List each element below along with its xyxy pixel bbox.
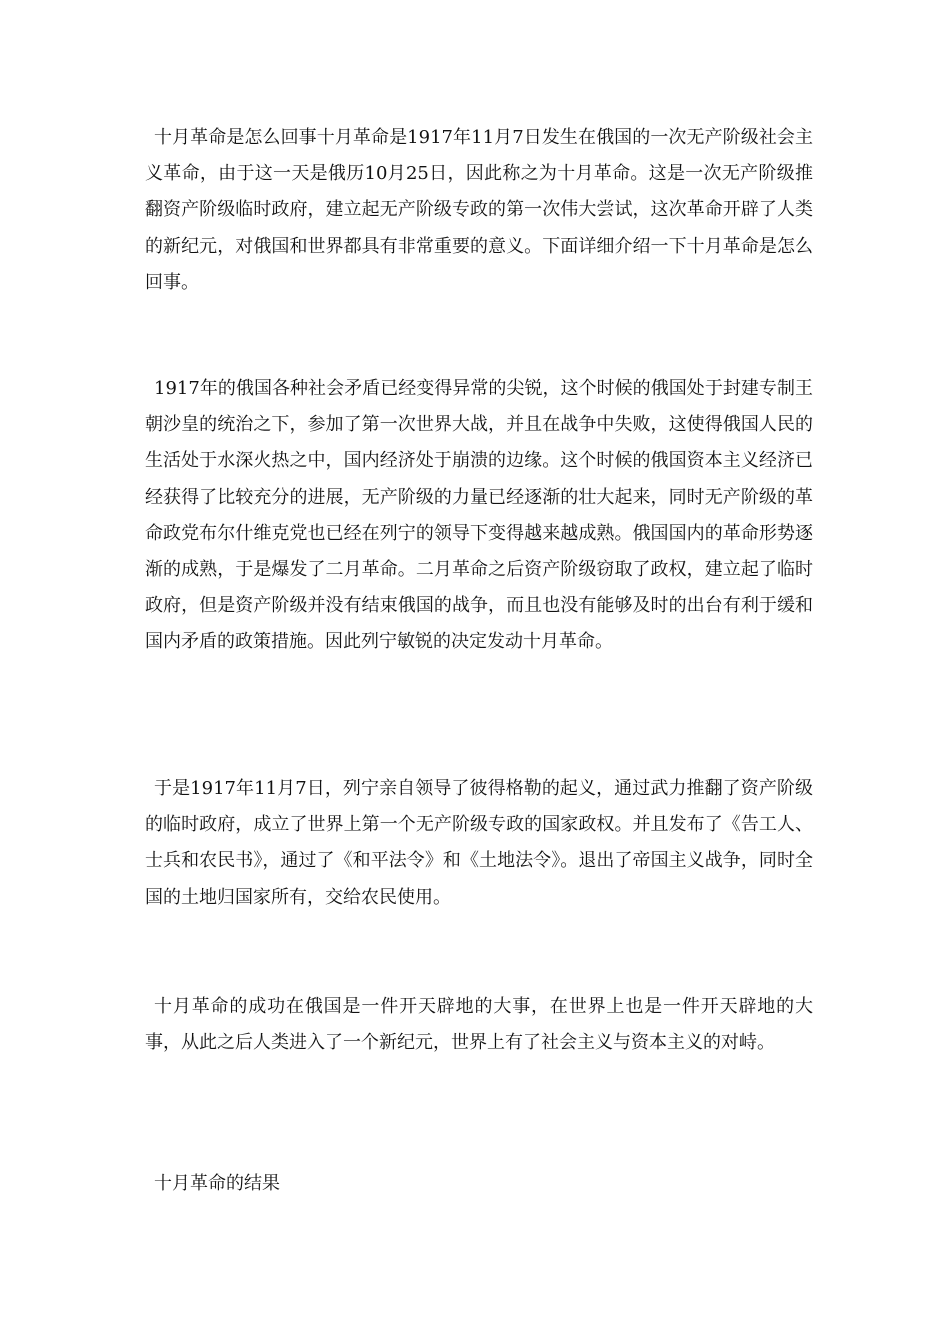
paragraph-intro: 十月革命是怎么回事十月革命是1917年11月7日发生在俄国的一次无产阶级社会主义革命，由于这一天是俄历10月25日，因此称之为十月革命。这是一次无产阶级推翻资产阶级临时政府，建立起无产阶级专政的第一次伟大尝试，这次革命开辟了人类的新纪元，对俄国和世界都具有非常重要的意义。下面详细介绍一下十月革命是怎么回事。 (145, 127, 813, 293)
paragraph-significance: 十月革命的成功在俄国是一件开天辟地的大事，在世界上也是一件开天辟地的大事，从此之后人类进入了一个新纪元，世界上有了社会主义与资本主义的对峙。 (145, 996, 813, 1054)
paragraph-background: 1917年的俄国各种社会矛盾已经变得异常的尖锐，这个时候的俄国处于封建专制王朝沙皇的统治之下，参加了第一次世界大战，并且在战争中失败，这使得俄国人民的生活处于水深火热之中，国内经济处于崩溃的边缘。这个时候的俄国资本主义经济已经获得了比较充分的进展，无产阶级的力量已经逐渐的壮大起来，同时无产阶级的革命政党布尔什维克党也已经在列宁的领导下变得越来越成熟。俄国国内的革命形势逐渐的成熟，于是爆发了二月革命。二月革命之后资产阶级窃取了政权，建立起了临时政府，但是资产阶级并没有结束俄国的战争，而且也没有能够及时的出台有利于缓和国内矛盾的政策措施。因此列宁敏锐的决定发动十月革命。 (145, 378, 813, 653)
section-heading-results: 十月革命的结果 (154, 1173, 280, 1194)
paragraph-uprising: 于是1917年11月7日，列宁亲自领导了彼得格勒的起义，通过武力推翻了资产阶级的临时政府，成立了世界上第一个无产阶级专政的国家政权。并且发布了《告工人、士兵和农民书》，通过了《和平法令》和《土地法令》。退出了帝国主义战争，同时全国的土地归国家所有，交给农民使用。 (145, 778, 813, 908)
